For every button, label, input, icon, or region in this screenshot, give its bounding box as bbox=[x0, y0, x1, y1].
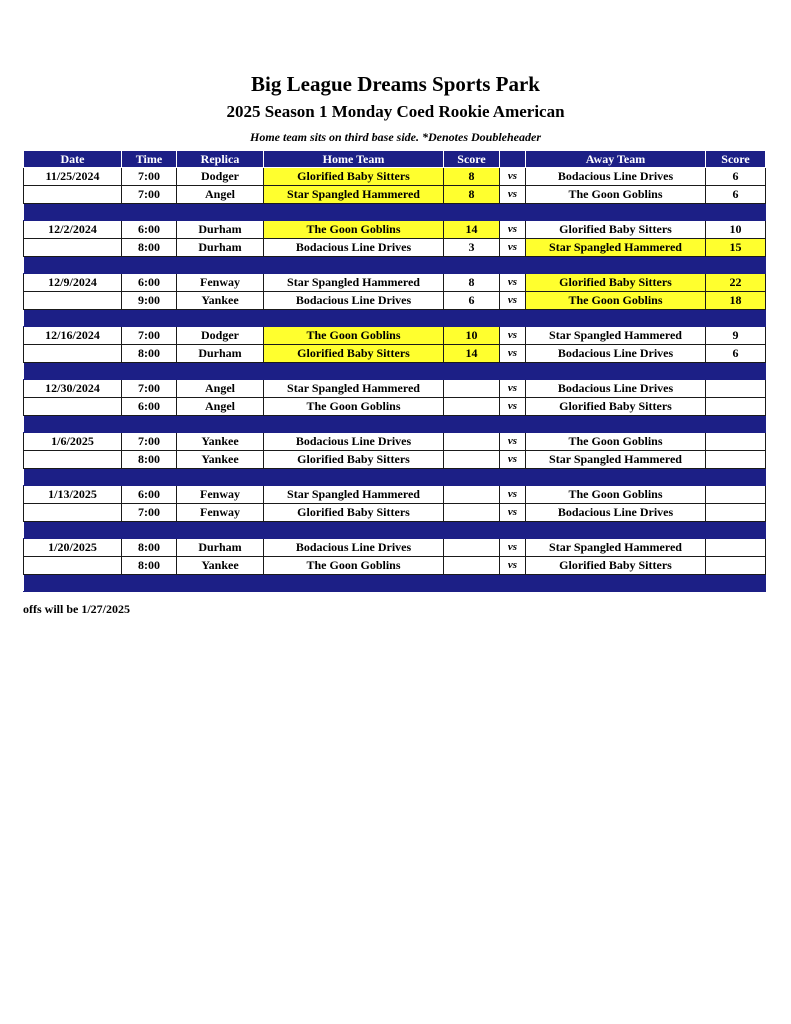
game-replica: Yankee bbox=[177, 557, 264, 575]
away-score bbox=[706, 504, 766, 522]
vs-label: vs bbox=[500, 433, 526, 451]
game-row bbox=[24, 239, 766, 257]
home-team: Star Spangled Hammered bbox=[264, 274, 444, 292]
week-separator bbox=[24, 575, 766, 592]
schedule-note: Home team sits on third base side. *Denotes Doubleheader bbox=[250, 130, 541, 144]
game-row bbox=[24, 186, 766, 204]
game-replica: Durham bbox=[177, 345, 264, 363]
game-time: 7:00 bbox=[122, 433, 177, 451]
home-score bbox=[444, 557, 500, 575]
home-team: The Goon Goblins bbox=[264, 327, 444, 345]
vs-label: vs bbox=[500, 186, 526, 204]
week-separator bbox=[24, 204, 766, 221]
away-team: Glorified Baby Sitters bbox=[526, 221, 706, 239]
home-score bbox=[444, 380, 500, 398]
away-score bbox=[706, 557, 766, 575]
game-replica: Fenway bbox=[177, 486, 264, 504]
game-replica: Durham bbox=[177, 221, 264, 239]
game-time: 6:00 bbox=[122, 274, 177, 292]
game-time: 6:00 bbox=[122, 398, 177, 416]
home-score: 8 bbox=[444, 186, 500, 204]
separator-cell bbox=[500, 310, 526, 327]
col-header-date: Date bbox=[24, 151, 122, 168]
game-date: 1/6/2025 bbox=[24, 433, 122, 451]
home-score: 14 bbox=[444, 345, 500, 363]
separator-cell bbox=[177, 257, 264, 274]
away-score bbox=[706, 433, 766, 451]
separator-cell bbox=[177, 310, 264, 327]
separator-cell bbox=[444, 310, 500, 327]
away-score: 9 bbox=[706, 327, 766, 345]
game-date bbox=[24, 345, 122, 363]
away-team: Star Spangled Hammered bbox=[526, 451, 706, 469]
game-date: 1/20/2025 bbox=[24, 539, 122, 557]
game-time: 8:00 bbox=[122, 557, 177, 575]
game-row bbox=[24, 380, 766, 398]
vs-label: vs bbox=[500, 557, 526, 575]
col-header-away-team: Away Team bbox=[526, 151, 706, 168]
vs-label: vs bbox=[500, 239, 526, 257]
separator-cell bbox=[24, 522, 122, 539]
game-row bbox=[24, 345, 766, 363]
separator-cell bbox=[706, 575, 766, 592]
separator-cell bbox=[24, 416, 122, 433]
game-row bbox=[24, 504, 766, 522]
home-team: Glorified Baby Sitters bbox=[264, 168, 444, 186]
away-team: The Goon Goblins bbox=[526, 292, 706, 310]
col-header-home-team: Home Team bbox=[264, 151, 444, 168]
game-replica: Durham bbox=[177, 539, 264, 557]
game-row bbox=[24, 557, 766, 575]
game-date bbox=[24, 557, 122, 575]
separator-cell bbox=[500, 575, 526, 592]
schedule-body bbox=[24, 168, 766, 592]
game-replica: Angel bbox=[177, 186, 264, 204]
home-team: Star Spangled Hammered bbox=[264, 486, 444, 504]
separator-cell bbox=[526, 416, 706, 433]
away-score: 18 bbox=[706, 292, 766, 310]
away-team: Star Spangled Hammered bbox=[526, 239, 706, 257]
home-score bbox=[444, 486, 500, 504]
away-score: 15 bbox=[706, 239, 766, 257]
away-team: Star Spangled Hammered bbox=[526, 327, 706, 345]
game-replica: Dodger bbox=[177, 327, 264, 345]
away-score: 10 bbox=[706, 221, 766, 239]
game-time: 8:00 bbox=[122, 539, 177, 557]
game-row bbox=[24, 168, 766, 186]
vs-label: vs bbox=[500, 292, 526, 310]
away-team: The Goon Goblins bbox=[526, 433, 706, 451]
separator-cell bbox=[264, 416, 444, 433]
vs-label: vs bbox=[500, 345, 526, 363]
away-score: 22 bbox=[706, 274, 766, 292]
home-score: 8 bbox=[444, 168, 500, 186]
game-row bbox=[24, 327, 766, 345]
separator-cell bbox=[526, 310, 706, 327]
game-replica: Dodger bbox=[177, 168, 264, 186]
away-team: Glorified Baby Sitters bbox=[526, 557, 706, 575]
separator-cell bbox=[706, 522, 766, 539]
away-team: Star Spangled Hammered bbox=[526, 539, 706, 557]
home-score: 14 bbox=[444, 221, 500, 239]
separator-cell bbox=[177, 363, 264, 380]
separator-cell bbox=[264, 257, 444, 274]
game-time: 7:00 bbox=[122, 186, 177, 204]
home-score: 3 bbox=[444, 239, 500, 257]
separator-cell bbox=[444, 363, 500, 380]
separator-cell bbox=[264, 204, 444, 221]
separator-cell bbox=[264, 522, 444, 539]
game-time: 6:00 bbox=[122, 486, 177, 504]
game-replica: Yankee bbox=[177, 292, 264, 310]
separator-cell bbox=[706, 363, 766, 380]
home-team: The Goon Goblins bbox=[264, 398, 444, 416]
home-score bbox=[444, 539, 500, 557]
away-team: Bodacious Line Drives bbox=[526, 345, 706, 363]
separator-cell bbox=[24, 310, 122, 327]
separator-cell bbox=[706, 416, 766, 433]
separator-cell bbox=[444, 522, 500, 539]
playoffs-note: offs will be 1/27/2025 bbox=[23, 602, 130, 616]
separator-cell bbox=[264, 575, 444, 592]
separator-cell bbox=[177, 575, 264, 592]
separator-cell bbox=[444, 416, 500, 433]
game-row bbox=[24, 398, 766, 416]
home-score: 8 bbox=[444, 274, 500, 292]
game-time: 7:00 bbox=[122, 380, 177, 398]
separator-cell bbox=[500, 469, 526, 486]
away-score bbox=[706, 398, 766, 416]
separator-cell bbox=[444, 257, 500, 274]
away-score: 6 bbox=[706, 345, 766, 363]
game-row bbox=[24, 292, 766, 310]
vs-label: vs bbox=[500, 274, 526, 292]
separator-cell bbox=[526, 522, 706, 539]
separator-cell bbox=[526, 575, 706, 592]
separator-cell bbox=[24, 363, 122, 380]
separator-cell bbox=[122, 363, 177, 380]
separator-cell bbox=[526, 363, 706, 380]
game-date: 12/9/2024 bbox=[24, 274, 122, 292]
game-date bbox=[24, 504, 122, 522]
col-header-time: Time bbox=[122, 151, 177, 168]
separator-cell bbox=[177, 522, 264, 539]
separator-cell bbox=[706, 204, 766, 221]
home-team: Bodacious Line Drives bbox=[264, 239, 444, 257]
away-team: The Goon Goblins bbox=[526, 486, 706, 504]
separator-cell bbox=[177, 204, 264, 221]
separator-cell bbox=[500, 522, 526, 539]
separator-cell bbox=[706, 469, 766, 486]
separator-cell bbox=[444, 204, 500, 221]
separator-cell bbox=[500, 416, 526, 433]
away-team: Bodacious Line Drives bbox=[526, 168, 706, 186]
game-replica: Yankee bbox=[177, 433, 264, 451]
col-header-home-score: Score bbox=[444, 151, 500, 168]
home-team: Bodacious Line Drives bbox=[264, 292, 444, 310]
game-row bbox=[24, 221, 766, 239]
game-time: 6:00 bbox=[122, 221, 177, 239]
separator-cell bbox=[122, 310, 177, 327]
separator-cell bbox=[706, 257, 766, 274]
home-score bbox=[444, 504, 500, 522]
game-replica: Yankee bbox=[177, 451, 264, 469]
schedule-table bbox=[23, 150, 766, 592]
game-row bbox=[24, 433, 766, 451]
game-date: 12/16/2024 bbox=[24, 327, 122, 345]
game-time: 8:00 bbox=[122, 239, 177, 257]
game-date: 12/2/2024 bbox=[24, 221, 122, 239]
game-replica: Angel bbox=[177, 380, 264, 398]
vs-label: vs bbox=[500, 504, 526, 522]
separator-cell bbox=[122, 522, 177, 539]
week-separator bbox=[24, 416, 766, 433]
separator-cell bbox=[24, 469, 122, 486]
game-date bbox=[24, 186, 122, 204]
game-date bbox=[24, 292, 122, 310]
home-score bbox=[444, 451, 500, 469]
col-header-vs bbox=[500, 151, 526, 168]
game-row bbox=[24, 451, 766, 469]
game-row bbox=[24, 486, 766, 504]
separator-cell bbox=[264, 363, 444, 380]
away-score bbox=[706, 380, 766, 398]
week-separator bbox=[24, 310, 766, 327]
separator-cell bbox=[444, 469, 500, 486]
page-title: Big League Dreams Sports Park bbox=[251, 72, 540, 96]
game-replica: Durham bbox=[177, 239, 264, 257]
vs-label: vs bbox=[500, 221, 526, 239]
home-score bbox=[444, 433, 500, 451]
separator-cell bbox=[444, 575, 500, 592]
game-date: 12/30/2024 bbox=[24, 380, 122, 398]
separator-cell bbox=[706, 310, 766, 327]
away-team: Glorified Baby Sitters bbox=[526, 274, 706, 292]
home-score: 6 bbox=[444, 292, 500, 310]
separator-cell bbox=[177, 469, 264, 486]
week-separator bbox=[24, 469, 766, 486]
separator-cell bbox=[122, 469, 177, 486]
game-date: 11/25/2024 bbox=[24, 168, 122, 186]
col-header-away-score: Score bbox=[706, 151, 766, 168]
separator-cell bbox=[122, 575, 177, 592]
game-row bbox=[24, 539, 766, 557]
separator-cell bbox=[122, 257, 177, 274]
game-time: 8:00 bbox=[122, 451, 177, 469]
home-team: Glorified Baby Sitters bbox=[264, 345, 444, 363]
away-score bbox=[706, 539, 766, 557]
away-team: Bodacious Line Drives bbox=[526, 380, 706, 398]
home-team: Star Spangled Hammered bbox=[264, 380, 444, 398]
game-date bbox=[24, 239, 122, 257]
game-date bbox=[24, 451, 122, 469]
separator-cell bbox=[500, 363, 526, 380]
game-row bbox=[24, 274, 766, 292]
separator-cell bbox=[526, 257, 706, 274]
home-team: Star Spangled Hammered bbox=[264, 186, 444, 204]
separator-cell bbox=[24, 575, 122, 592]
separator-cell bbox=[122, 416, 177, 433]
separator-cell bbox=[24, 204, 122, 221]
game-replica: Fenway bbox=[177, 504, 264, 522]
game-date: 1/13/2025 bbox=[24, 486, 122, 504]
game-time: 7:00 bbox=[122, 504, 177, 522]
home-team: The Goon Goblins bbox=[264, 221, 444, 239]
separator-cell bbox=[264, 310, 444, 327]
away-score: 6 bbox=[706, 186, 766, 204]
week-separator bbox=[24, 363, 766, 380]
separator-cell bbox=[500, 257, 526, 274]
game-date bbox=[24, 398, 122, 416]
separator-cell bbox=[526, 469, 706, 486]
separator-cell bbox=[24, 257, 122, 274]
separator-cell bbox=[500, 204, 526, 221]
home-score: 10 bbox=[444, 327, 500, 345]
away-team: The Goon Goblins bbox=[526, 186, 706, 204]
away-score: 6 bbox=[706, 168, 766, 186]
vs-label: vs bbox=[500, 398, 526, 416]
game-time: 7:00 bbox=[122, 168, 177, 186]
week-separator bbox=[24, 522, 766, 539]
vs-label: vs bbox=[500, 327, 526, 345]
vs-label: vs bbox=[500, 451, 526, 469]
game-replica: Fenway bbox=[177, 274, 264, 292]
away-score bbox=[706, 486, 766, 504]
home-team: The Goon Goblins bbox=[264, 557, 444, 575]
vs-label: vs bbox=[500, 539, 526, 557]
home-team: Bodacious Line Drives bbox=[264, 539, 444, 557]
week-separator bbox=[24, 257, 766, 274]
vs-label: vs bbox=[500, 486, 526, 504]
vs-label: vs bbox=[500, 380, 526, 398]
page-subtitle: 2025 Season 1 Monday Coed Rookie American bbox=[226, 102, 565, 121]
game-replica: Angel bbox=[177, 398, 264, 416]
away-team: Bodacious Line Drives bbox=[526, 504, 706, 522]
separator-cell bbox=[177, 416, 264, 433]
home-score bbox=[444, 398, 500, 416]
game-time: 9:00 bbox=[122, 292, 177, 310]
game-time: 8:00 bbox=[122, 345, 177, 363]
col-header-replica: Replica bbox=[177, 151, 264, 168]
home-team: Bodacious Line Drives bbox=[264, 433, 444, 451]
header-row bbox=[24, 151, 766, 168]
away-score bbox=[706, 451, 766, 469]
home-team: Glorified Baby Sitters bbox=[264, 504, 444, 522]
game-time: 7:00 bbox=[122, 327, 177, 345]
separator-cell bbox=[526, 204, 706, 221]
away-team: Glorified Baby Sitters bbox=[526, 398, 706, 416]
vs-label: vs bbox=[500, 168, 526, 186]
separator-cell bbox=[122, 204, 177, 221]
separator-cell bbox=[264, 469, 444, 486]
home-team: Glorified Baby Sitters bbox=[264, 451, 444, 469]
